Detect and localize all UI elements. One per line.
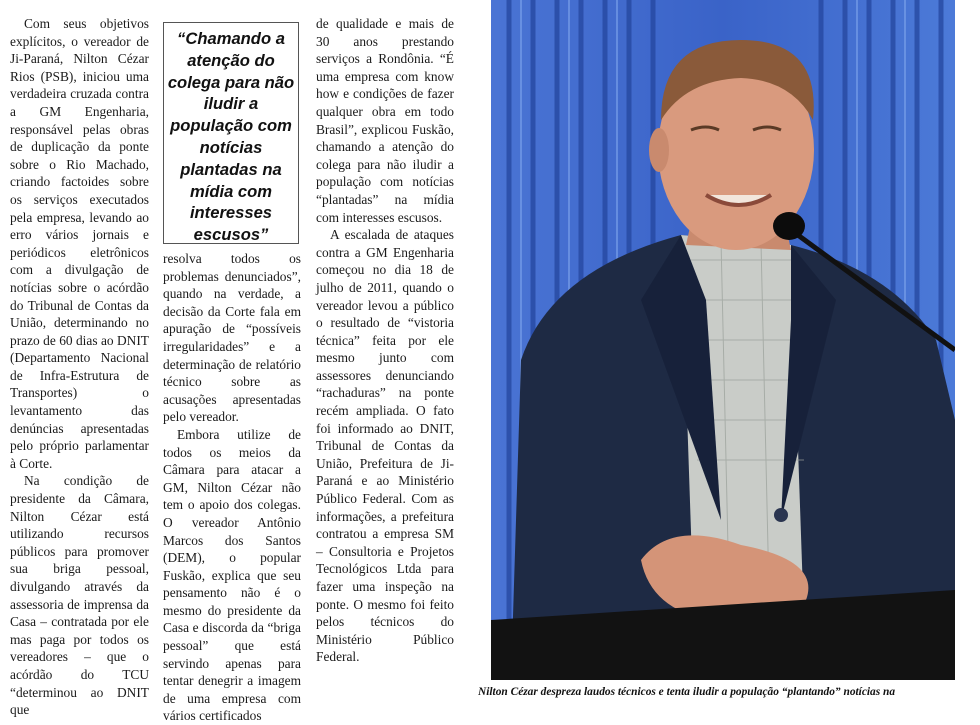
article-paragraph: de qualidade e mais de 30 anos prestando serviços a Rondônia. “É uma empresa com know how e condições de fazer qualquer obra em todo Brasil”, explicou Fuskão, chamando a atenção do colega para não iludir a população com notícias “plantadas” na mídia com interesses escusos. — [316, 16, 454, 225]
article-column-1 — [10, 15, 149, 719]
article-column-3 — [316, 15, 454, 666]
pull-quote-text: “Chamando a atenção do colega para não iludir a população com notícias plantadas na mídia com interesses escusos” — [167, 29, 295, 245]
article-paragraph: Com seus objetivos explícitos, o vereador de Ji-Paraná, Nilton Cézar Rios (PSB), iniciou uma verdadeira cruzada contra a GM Engenharia, responsável pelas obras de duplicação da ponte sobre o Rio Machado, criando factoides sobre os serviços executados pela empresa, levando ao erro vários jornais e periódicos eletrônicos com a divulgação de notícias sobre o acórdão do Tribunal de Contas da União, determinando no prazo de 60 dias ao DNIT (Departamento Nacional de Infra-Estrutura de Transportes) o levantamento das denúncias apresentadas pelo próprio parlamentar à Corte. — [10, 16, 149, 471]
speaker-illustration — [491, 0, 955, 680]
microphone-icon — [773, 212, 805, 240]
article-paragraph: Na condição de presidente da Câmara, Nilton Cézar está utilizando recursos públicos para promover sua briga pessoal, divulgando através da assessoria de imprensa da Casa – contratada por ele mas paga por todos os vereadores – que o acórdão do TCU “determinou ao DNIT que — [10, 473, 149, 718]
jacket-button — [774, 508, 788, 522]
article-paragraph: A escalada de ataques contra a GM Engenharia começou no dia 18 de julho de 2011, quando o vereador levou a público o resultado de “vistoria técnica” feita por ele mesmo junto com assessores denunciando “rachaduras” na ponte recém ampliada. O fato foi informado ao DNIT, Tribunal de Contas da União, Prefeitura de Ji-Paraná e ao Ministério Público Federal. Com as informações, a prefeitura contratou a empresa SM – Consultoria e Projetos Tecnológicos Ltda para fazer uma inspeção na ponte. O mesmo foi feito pelos técnicos do Ministério Público Federal. — [316, 227, 454, 665]
pull-quote — [163, 22, 299, 244]
article-paragraph: Embora utilize de todos os meios da Câmara para atacar a GM, Nilton Cézar não tem o apoio dos colegas. O vereador Antônio Marcos dos Santos (DEM), o popular Fuskão, explica que seu pensamento não é o mesmo do presidente da Casa e discorda da “briga pessoal” que está servindo apenas para tentar denegrir a imagem de uma empresa com vários certificados — [163, 426, 301, 724]
ear — [649, 128, 669, 172]
article-column-2 — [163, 250, 301, 725]
photo-caption: Nilton Cézar despreza laudos técnicos e tenta iludir a população “plantando” notícias na — [478, 686, 896, 698]
news-photo — [491, 0, 955, 680]
article-paragraph: resolva todos os problemas denunciados”, quando na verdade, a decisão da Corte fala em apuração de “possíveis irregularidades” e a determinação de relatório técnico sobre as acusações apresentadas pelo vereador. — [163, 251, 301, 425]
